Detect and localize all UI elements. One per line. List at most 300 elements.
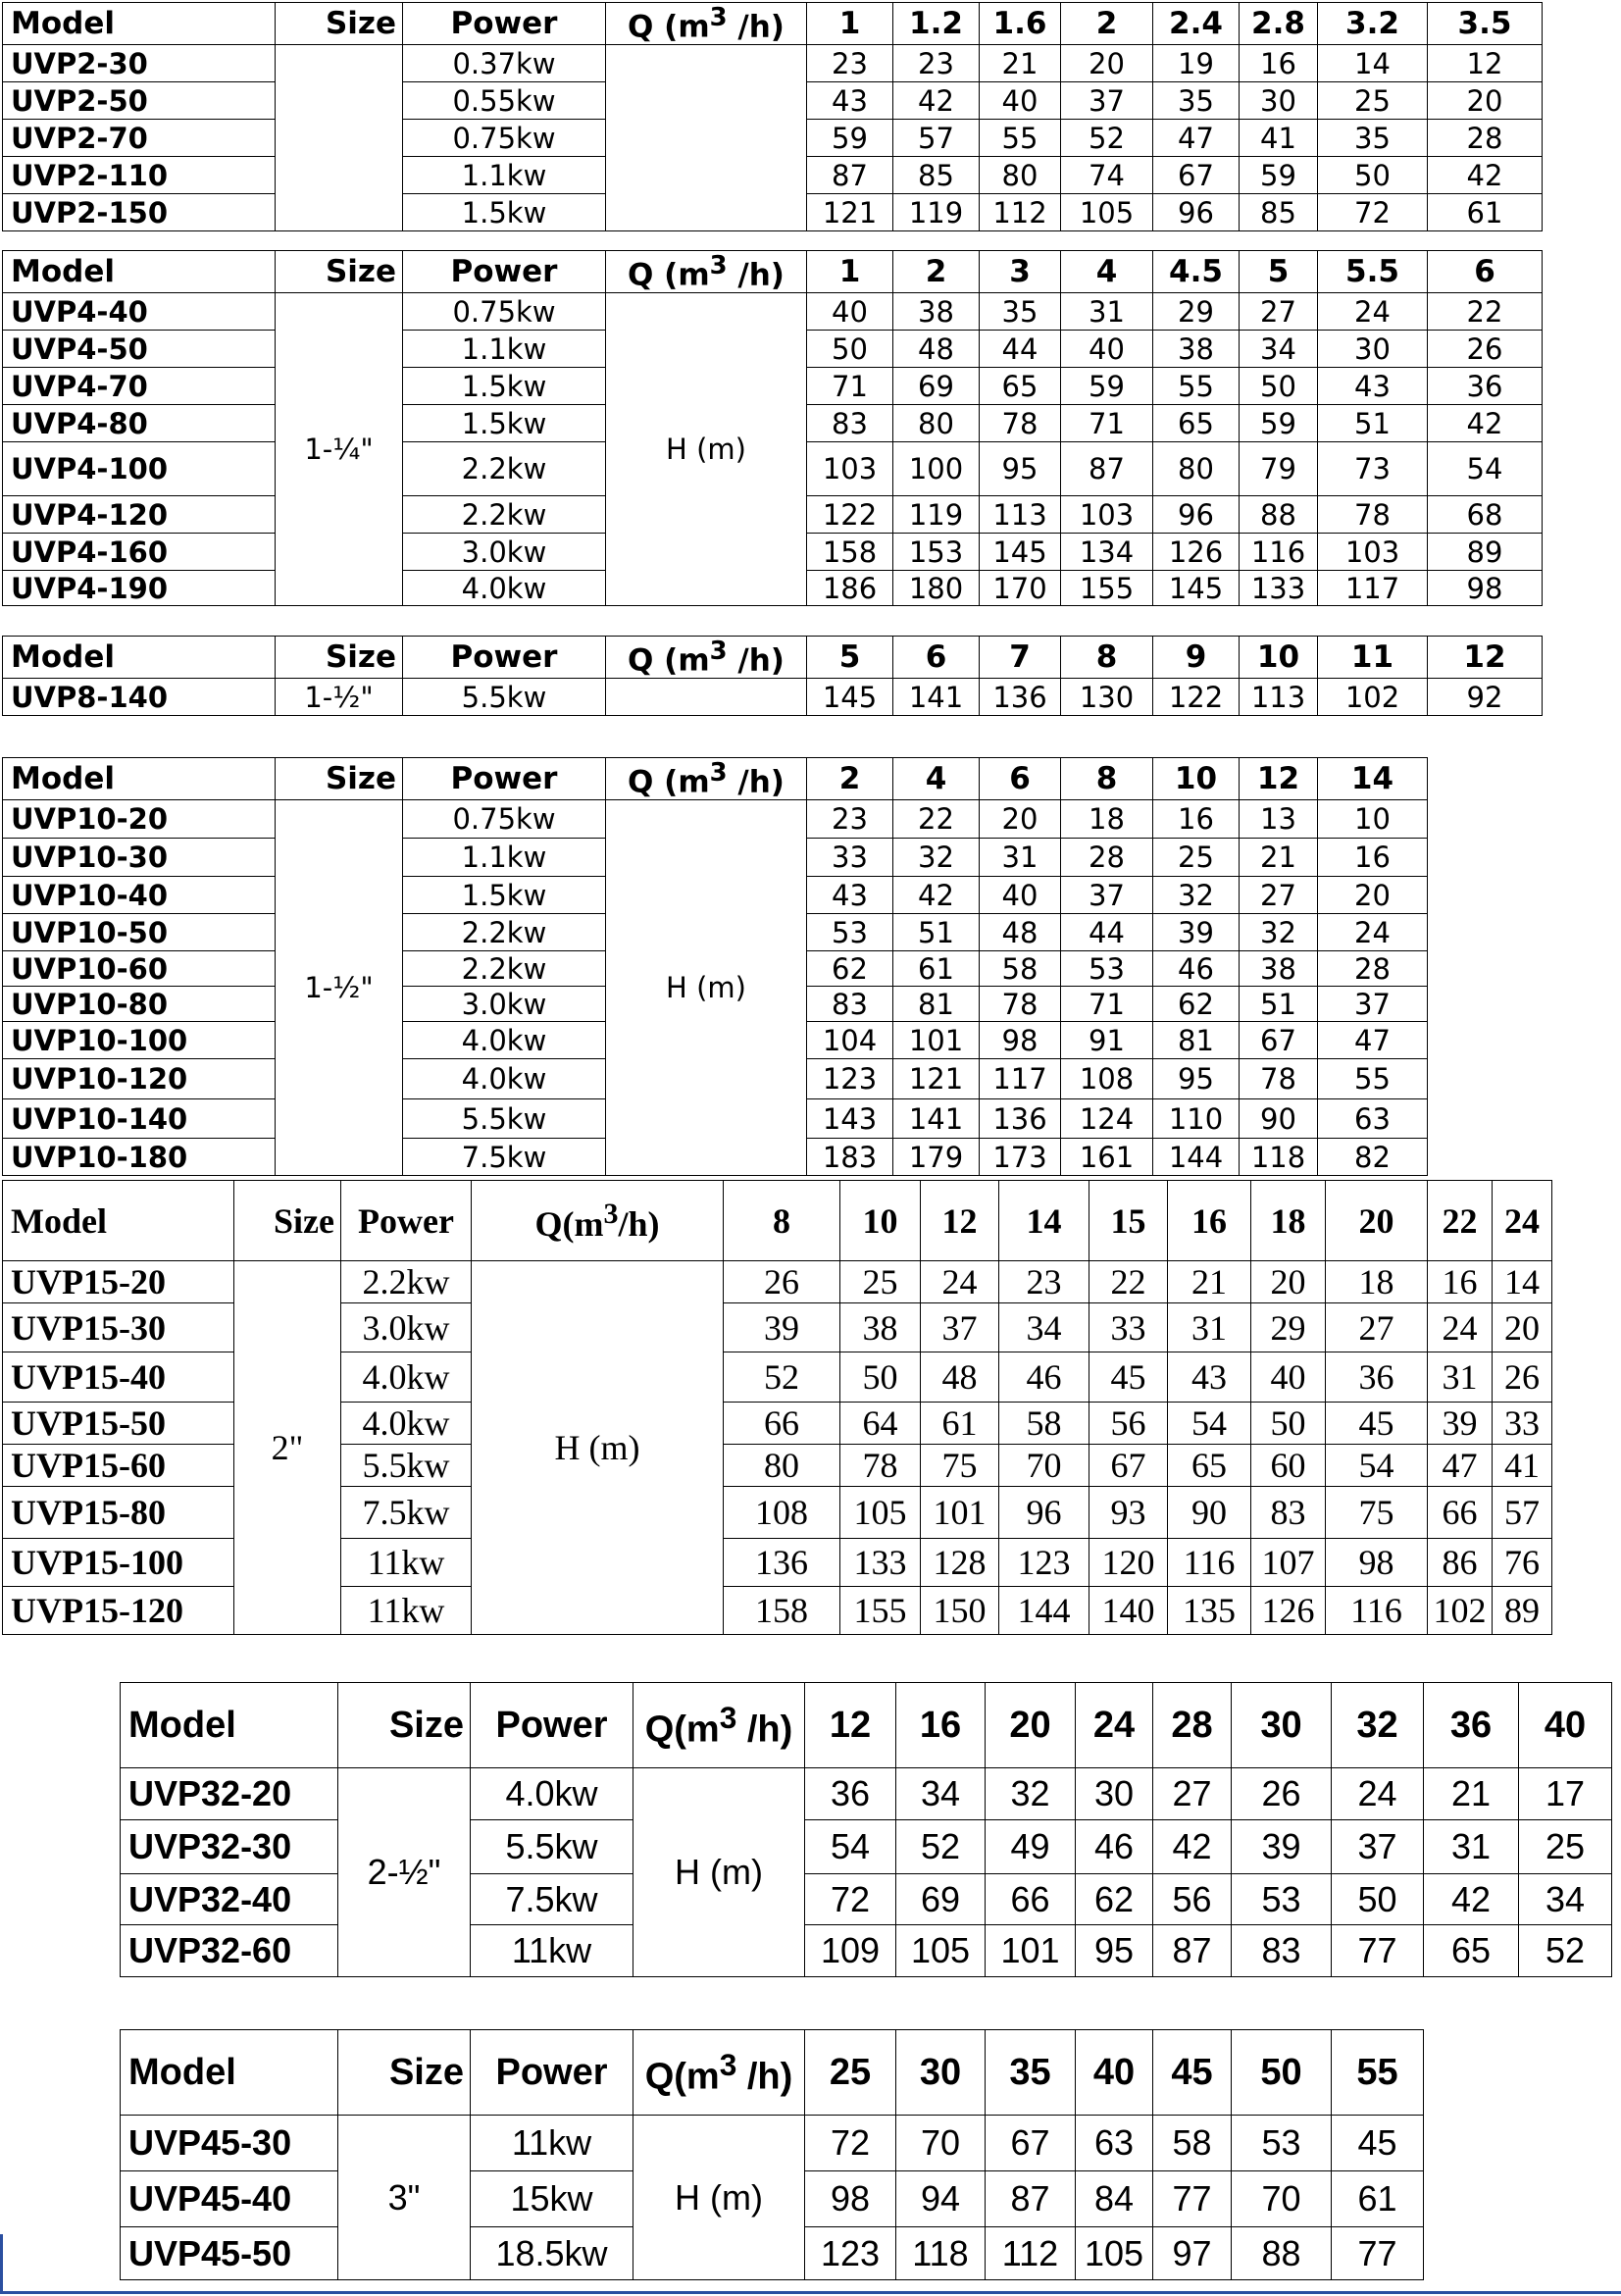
flow-unit-suffix: /h) — [727, 9, 785, 45]
head-value: 70 — [1232, 2171, 1332, 2227]
head-value: 98 — [980, 1022, 1061, 1059]
head-value: 134 — [1061, 534, 1153, 571]
head-value: 118 — [896, 2227, 986, 2280]
head-value: 116 — [1326, 1587, 1428, 1635]
head-value: 23 — [893, 45, 980, 82]
head-value: 104 — [807, 1022, 893, 1059]
flow-value: 2 — [893, 251, 980, 293]
flow-value: 36 — [1424, 1683, 1519, 1768]
power-cell: 5.5kw — [341, 1445, 472, 1487]
head-value: 89 — [1493, 1587, 1552, 1635]
flow-value: 1.6 — [980, 3, 1061, 45]
flow-value: 3 — [980, 251, 1061, 293]
head-value: 130 — [1061, 679, 1153, 716]
flow-unit-exponent: 3 — [603, 1197, 619, 1230]
head-value: 105 — [1061, 194, 1153, 231]
head-value: 124 — [1061, 1099, 1153, 1139]
head-value: 42 — [1428, 405, 1543, 442]
head-value: 120 — [1089, 1539, 1168, 1587]
head-value: 105 — [840, 1487, 921, 1539]
flow-unit-prefix: Q (m — [628, 764, 710, 800]
flow-value: 10 — [1240, 637, 1318, 679]
head-value: 93 — [1089, 1487, 1168, 1539]
flow-unit-prefix: Q (m — [628, 9, 710, 45]
head-value: 58 — [999, 1403, 1089, 1445]
head-value: 20 — [1493, 1303, 1552, 1352]
head-value: 96 — [1153, 194, 1240, 231]
power-cell: 11kw — [471, 2116, 633, 2171]
head-value: 86 — [1428, 1539, 1493, 1587]
head-value: 49 — [986, 1820, 1076, 1874]
head-value: 69 — [893, 368, 980, 405]
head-value: 46 — [1153, 951, 1240, 987]
flow-value: 11 — [1318, 637, 1428, 679]
head-value: 43 — [1168, 1352, 1251, 1403]
head-value: 21 — [1424, 1768, 1519, 1820]
head-value: 121 — [807, 194, 893, 231]
model-cell: UVP2-70 — [3, 120, 276, 157]
head-label-cell: H (m) — [633, 2116, 805, 2280]
head-value: 72 — [1318, 194, 1428, 231]
header-flow-unit — [472, 1181, 724, 1261]
head-value: 20 — [1428, 82, 1543, 120]
head-value: 28 — [1428, 120, 1543, 157]
head-value: 37 — [1318, 987, 1428, 1022]
head-value: 46 — [999, 1352, 1089, 1403]
flow-value: 28 — [1153, 1683, 1232, 1768]
head-value: 133 — [840, 1539, 921, 1587]
flow-value: 4 — [893, 758, 980, 800]
head-value: 65 — [980, 368, 1061, 405]
head-value: 83 — [1251, 1487, 1326, 1539]
power-cell: 3.0kw — [403, 987, 606, 1022]
power-cell: 3.0kw — [341, 1303, 472, 1352]
head-value: 16 — [1428, 1261, 1493, 1303]
head-value: 105 — [1076, 2227, 1153, 2280]
model-cell: UVP10-120 — [3, 1059, 276, 1099]
head-value: 102 — [1428, 1587, 1493, 1635]
flow-unit-exponent: 3 — [709, 3, 728, 32]
head-value: 27 — [1153, 1768, 1232, 1820]
model-cell: UVP2-110 — [3, 157, 276, 194]
flow-value: 1.2 — [893, 3, 980, 45]
head-value: 96 — [1153, 496, 1240, 534]
flow-value: 24 — [1493, 1181, 1552, 1261]
head-value: 71 — [807, 368, 893, 405]
head-value: 62 — [1153, 987, 1240, 1022]
model-cell: UVP4-50 — [3, 331, 276, 368]
head-value: 14 — [1318, 45, 1428, 82]
head-value: 16 — [1153, 800, 1240, 839]
head-value: 61 — [1332, 2171, 1424, 2227]
head-value: 88 — [1232, 2227, 1332, 2280]
header-model: Model — [3, 3, 276, 45]
flow-value: 20 — [1326, 1181, 1428, 1261]
header-size: Size — [276, 758, 403, 800]
head-value: 22 — [1089, 1261, 1168, 1303]
head-value: 96 — [999, 1487, 1089, 1539]
model-cell: UVP2-150 — [3, 194, 276, 231]
head-value: 113 — [1240, 679, 1318, 716]
power-cell: 1.1kw — [403, 331, 606, 368]
model-cell: UVP4-40 — [3, 293, 276, 331]
head-value: 47 — [1318, 1022, 1428, 1059]
head-value: 40 — [980, 82, 1061, 120]
size-cell — [276, 45, 403, 231]
model-cell: UVP4-100 — [3, 442, 276, 496]
model-cell: UVP10-140 — [3, 1099, 276, 1139]
head-value: 21 — [1168, 1261, 1251, 1303]
flow-value: 2 — [807, 758, 893, 800]
model-cell: UVP10-30 — [3, 839, 276, 877]
head-value: 77 — [1332, 1925, 1424, 1977]
head-value: 57 — [1493, 1487, 1552, 1539]
header-power: Power — [471, 2030, 633, 2116]
head-value: 72 — [805, 2116, 896, 2171]
head-value: 48 — [980, 914, 1061, 951]
power-cell: 5.5kw — [403, 679, 606, 716]
flow-value: 10 — [1153, 758, 1240, 800]
head-value: 61 — [921, 1403, 999, 1445]
head-value: 39 — [1428, 1403, 1493, 1445]
power-cell: 4.0kw — [403, 1022, 606, 1059]
head-value: 123 — [807, 1059, 893, 1099]
head-value: 59 — [1240, 405, 1318, 442]
model-cell: UVP15-60 — [3, 1445, 234, 1487]
flow-unit-prefix: Q(m — [534, 1203, 604, 1244]
head-value: 85 — [1240, 194, 1318, 231]
head-value: 75 — [921, 1445, 999, 1487]
flow-value: 16 — [1168, 1181, 1251, 1261]
head-value: 27 — [1326, 1303, 1428, 1352]
power-cell: 5.5kw — [403, 1099, 606, 1139]
head-value: 67 — [1089, 1445, 1168, 1487]
head-value: 14 — [1493, 1261, 1552, 1303]
model-cell: UVP10-40 — [3, 877, 276, 914]
table-row — [121, 1768, 1612, 1820]
head-value: 37 — [1332, 1820, 1424, 1874]
model-cell: UVP4-190 — [3, 571, 276, 606]
head-value: 42 — [1424, 1874, 1519, 1925]
head-value: 55 — [1153, 368, 1240, 405]
head-value: 42 — [1153, 1820, 1232, 1874]
header-row — [3, 758, 1428, 800]
model-cell: UVP4-160 — [3, 534, 276, 571]
head-value: 37 — [921, 1303, 999, 1352]
head-value: 100 — [893, 442, 980, 496]
head-value: 30 — [1318, 331, 1428, 368]
head-value: 118 — [1240, 1139, 1318, 1176]
head-value: 29 — [1251, 1303, 1326, 1352]
power-cell: 4.0kw — [403, 571, 606, 606]
flow-value: 5.5 — [1318, 251, 1428, 293]
head-value: 22 — [893, 800, 980, 839]
head-value: 105 — [896, 1925, 986, 1977]
head-value: 80 — [1153, 442, 1240, 496]
head-value: 66 — [986, 1874, 1076, 1925]
head-value: 80 — [724, 1445, 840, 1487]
head-value: 20 — [1061, 45, 1153, 82]
head-value: 101 — [986, 1925, 1076, 1977]
flow-value: 14 — [999, 1181, 1089, 1261]
model-cell: UVP15-50 — [3, 1403, 234, 1445]
head-value: 23 — [807, 45, 893, 82]
head-value: 32 — [1240, 914, 1318, 951]
head-value: 112 — [980, 194, 1061, 231]
flow-value: 1 — [807, 251, 893, 293]
size-cell: 1-½" — [276, 800, 403, 1176]
head-value: 35 — [1318, 120, 1428, 157]
head-value: 77 — [1332, 2227, 1424, 2280]
head-label-cell: H (m) — [472, 1261, 724, 1635]
model-cell: UVP2-30 — [3, 45, 276, 82]
header-flow-unit — [606, 637, 807, 679]
head-value: 103 — [1318, 534, 1428, 571]
model-cell: UVP32-30 — [121, 1820, 338, 1874]
head-value: 71 — [1061, 987, 1153, 1022]
head-value: 30 — [1076, 1768, 1153, 1820]
flow-unit-suffix: /h) — [736, 2056, 793, 2098]
power-cell: 0.75kw — [403, 293, 606, 331]
head-value: 133 — [1240, 571, 1318, 606]
head-value: 170 — [980, 571, 1061, 606]
header-model: Model — [121, 1683, 338, 1768]
header-row — [3, 637, 1543, 679]
head-value: 16 — [1318, 839, 1428, 877]
head-value: 140 — [1089, 1587, 1168, 1635]
head-value: 126 — [1153, 534, 1240, 571]
power-cell: 11kw — [341, 1587, 472, 1635]
head-value: 158 — [807, 534, 893, 571]
head-value: 34 — [1240, 331, 1318, 368]
head-value: 38 — [893, 293, 980, 331]
head-value: 43 — [1318, 368, 1428, 405]
head-value: 101 — [893, 1022, 980, 1059]
header-flow-unit — [633, 1683, 805, 1768]
header-model: Model — [3, 637, 276, 679]
model-cell: UVP15-40 — [3, 1352, 234, 1403]
head-value: 87 — [986, 2171, 1076, 2227]
head-value: 36 — [805, 1768, 896, 1820]
header-power: Power — [403, 3, 606, 45]
head-value: 53 — [1061, 951, 1153, 987]
header-model: Model — [121, 2030, 338, 2116]
power-cell: 18.5kw — [471, 2227, 633, 2280]
head-value: 44 — [980, 331, 1061, 368]
head-value: 81 — [893, 987, 980, 1022]
head-value: 46 — [1076, 1820, 1153, 1874]
head-value: 24 — [1428, 1303, 1493, 1352]
head-value: 145 — [807, 679, 893, 716]
head-value: 24 — [1318, 293, 1428, 331]
head-value: 66 — [1428, 1487, 1493, 1539]
flow-unit-exponent: 3 — [709, 251, 728, 281]
head-value: 85 — [893, 157, 980, 194]
head-value: 52 — [896, 1820, 986, 1874]
head-value: 39 — [1153, 914, 1240, 951]
model-cell: UVP32-40 — [121, 1874, 338, 1925]
head-value: 67 — [1153, 157, 1240, 194]
head-value: 54 — [1168, 1403, 1251, 1445]
head-value: 16 — [1240, 45, 1318, 82]
head-label-cell: H (m) — [633, 1768, 805, 1977]
head-value: 82 — [1318, 1139, 1428, 1176]
model-cell: UVP10-100 — [3, 1022, 276, 1059]
head-value: 108 — [724, 1487, 840, 1539]
head-value: 112 — [986, 2227, 1076, 2280]
size-cell: 1-¼" — [276, 293, 403, 606]
model-cell: UVP10-80 — [3, 987, 276, 1022]
size-cell: 1-½" — [276, 679, 403, 716]
head-value: 53 — [1232, 1874, 1332, 1925]
table-row — [3, 679, 1543, 716]
head-value: 65 — [1424, 1925, 1519, 1977]
head-value: 41 — [1493, 1445, 1552, 1487]
head-value: 59 — [1240, 157, 1318, 194]
head-value: 56 — [1089, 1403, 1168, 1445]
head-value: 31 — [1428, 1352, 1493, 1403]
head-value: 81 — [1153, 1022, 1240, 1059]
header-flow-unit — [633, 2030, 805, 2116]
power-cell: 1.1kw — [403, 839, 606, 877]
flow-value: 55 — [1332, 2030, 1424, 2116]
head-value: 24 — [1318, 914, 1428, 951]
head-value: 52 — [724, 1352, 840, 1403]
model-cell: UVP10-180 — [3, 1139, 276, 1176]
head-value: 158 — [724, 1587, 840, 1635]
flow-unit-exponent: 3 — [719, 1699, 737, 1735]
power-cell: 5.5kw — [471, 1820, 633, 1874]
head-value: 59 — [807, 120, 893, 157]
head-value: 19 — [1153, 45, 1240, 82]
size-cell: 3" — [338, 2116, 471, 2280]
head-value: 155 — [840, 1587, 921, 1635]
head-value: 68 — [1428, 496, 1543, 534]
flow-value: 45 — [1153, 2030, 1232, 2116]
head-value: 180 — [893, 571, 980, 606]
head-value: 42 — [893, 82, 980, 120]
head-value: 80 — [893, 405, 980, 442]
flow-value: 5 — [1240, 251, 1318, 293]
head-value: 183 — [807, 1139, 893, 1176]
header-power: Power — [471, 1683, 633, 1768]
head-value: 45 — [1089, 1352, 1168, 1403]
head-value: 92 — [1428, 679, 1543, 716]
power-cell: 4.0kw — [341, 1403, 472, 1445]
power-cell: 0.75kw — [403, 120, 606, 157]
model-cell: UVP4-80 — [3, 405, 276, 442]
head-value: 102 — [1318, 679, 1428, 716]
flow-value: 10 — [840, 1181, 921, 1261]
head-value: 116 — [1168, 1539, 1251, 1587]
head-value: 161 — [1061, 1139, 1153, 1176]
head-value: 121 — [893, 1059, 980, 1099]
head-value: 26 — [1493, 1352, 1552, 1403]
flow-unit-prefix: Q (m — [628, 642, 710, 679]
head-value: 143 — [807, 1099, 893, 1139]
head-value: 58 — [980, 951, 1061, 987]
header-row — [3, 1181, 1552, 1261]
head-value: 32 — [1153, 877, 1240, 914]
head-value: 63 — [1076, 2116, 1153, 2171]
head-value: 91 — [1061, 1022, 1153, 1059]
head-value: 136 — [980, 1099, 1061, 1139]
flow-unit-prefix: Q (m — [628, 257, 710, 293]
power-cell: 4.0kw — [341, 1352, 472, 1403]
head-value: 54 — [805, 1820, 896, 1874]
flow-unit-exponent: 3 — [709, 758, 728, 788]
head-value: 55 — [1318, 1059, 1428, 1099]
header-size: Size — [276, 637, 403, 679]
head-value: 12 — [1428, 45, 1543, 82]
head-value: 24 — [1332, 1768, 1424, 1820]
flow-unit-exponent: 3 — [709, 637, 728, 666]
head-value: 69 — [896, 1874, 986, 1925]
head-value: 18 — [1326, 1261, 1428, 1303]
size-cell: 2" — [234, 1261, 341, 1635]
head-value: 28 — [1318, 951, 1428, 987]
head-value: 31 — [1424, 1820, 1519, 1874]
model-cell: UVP8-140 — [3, 679, 276, 716]
head-value: 39 — [1232, 1820, 1332, 1874]
model-cell: UVP4-120 — [3, 496, 276, 534]
flow-value: 40 — [1076, 2030, 1153, 2116]
head-value: 78 — [980, 405, 1061, 442]
header-flow-unit — [606, 758, 807, 800]
head-value: 38 — [1240, 951, 1318, 987]
performance-table-6 — [120, 1682, 1612, 1977]
flow-value: 3.5 — [1428, 3, 1543, 45]
head-value: 77 — [1153, 2171, 1232, 2227]
flow-value: 8 — [724, 1181, 840, 1261]
head-value: 34 — [896, 1768, 986, 1820]
head-value: 101 — [921, 1487, 999, 1539]
flow-value: 40 — [1519, 1683, 1612, 1768]
header-model: Model — [3, 758, 276, 800]
head-value: 21 — [980, 45, 1061, 82]
head-value: 31 — [1061, 293, 1153, 331]
head-value: 98 — [1428, 571, 1543, 606]
header-size: Size — [276, 251, 403, 293]
header-power: Power — [403, 251, 606, 293]
head-value: 71 — [1061, 405, 1153, 442]
model-cell: UVP2-50 — [3, 82, 276, 120]
power-cell: 7.5kw — [471, 1874, 633, 1925]
header-row — [3, 3, 1543, 45]
flow-unit-suffix: /h) — [727, 642, 785, 679]
head-value: 78 — [980, 987, 1061, 1022]
head-value: 88 — [1240, 496, 1318, 534]
flow-value: 6 — [1428, 251, 1543, 293]
head-value: 35 — [1153, 82, 1240, 120]
power-cell: 0.75kw — [403, 800, 606, 839]
power-cell: 4.0kw — [471, 1768, 633, 1820]
flow-value: 24 — [1076, 1683, 1153, 1768]
model-cell: UVP45-30 — [121, 2116, 338, 2171]
head-value: 58 — [1153, 2116, 1232, 2171]
head-value: 144 — [1153, 1139, 1240, 1176]
head-value: 62 — [807, 951, 893, 987]
header-size: Size — [234, 1181, 341, 1261]
performance-table-4 — [2, 757, 1428, 1176]
head-value: 84 — [1076, 2171, 1153, 2227]
header-model: Model — [3, 251, 276, 293]
head-value: 103 — [807, 442, 893, 496]
head-value: 60 — [1251, 1445, 1326, 1487]
model-cell: UVP10-50 — [3, 914, 276, 951]
flow-value: 5 — [807, 637, 893, 679]
head-value: 119 — [893, 496, 980, 534]
